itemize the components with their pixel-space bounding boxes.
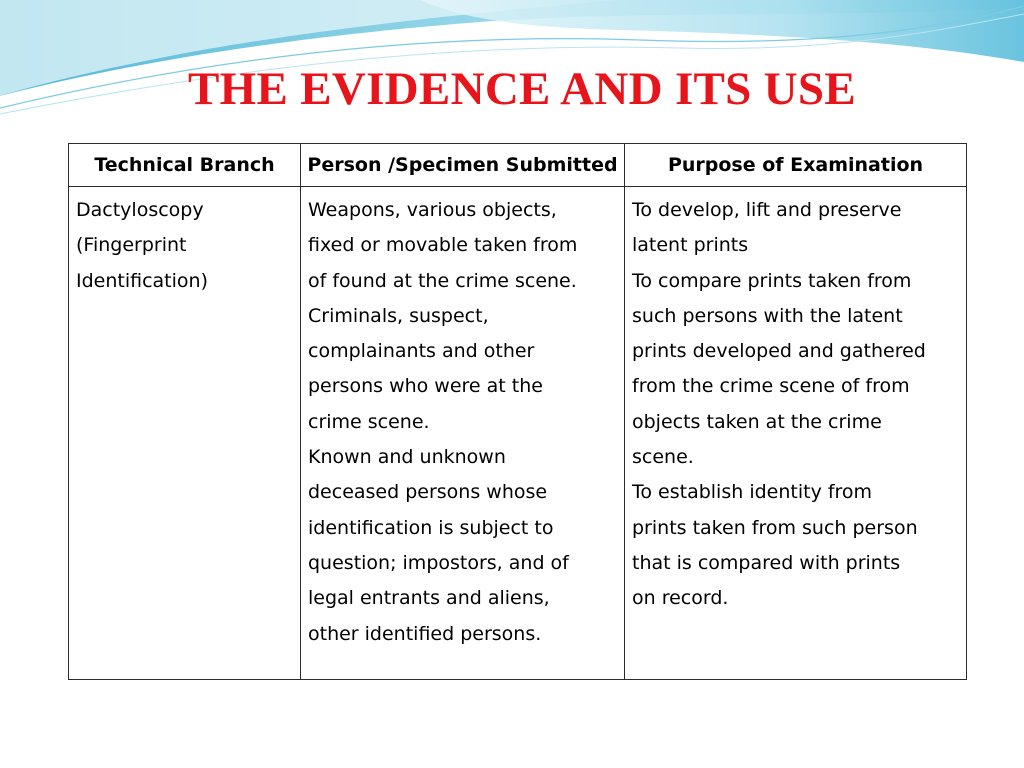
cell-purpose-of-examination — [625, 187, 967, 680]
cell-line: Weapons, various objects, — [308, 199, 557, 221]
cell-line: such persons with the latent — [632, 304, 903, 327]
cell-line: deceased persons whose — [308, 481, 548, 504]
cell-line: Dactyloscopy — [76, 199, 204, 221]
header-purpose-of-examination: Purpose of Examination — [625, 144, 967, 187]
cell-line: objects taken at the crime — [632, 410, 882, 433]
cell-line: To establish identity from — [632, 481, 873, 504]
cell-line: on record. — [632, 587, 729, 610]
cell-line: complainants and other — [308, 340, 535, 363]
cell-line: Known and unknown — [308, 446, 506, 469]
cell-line: prints taken from such person — [632, 516, 918, 539]
table-header-row — [69, 144, 967, 187]
cell-line: To compare prints taken from — [632, 269, 912, 292]
header-person-specimen-submitted: Person /Specimen Submitted — [301, 144, 625, 187]
cell-line: (Fingerprint — [76, 234, 187, 257]
cell-line: persons who were at the — [308, 375, 543, 398]
cell-line: fixed or movable taken from — [308, 234, 578, 257]
table-row — [69, 187, 967, 680]
cell-line: Criminals, suspect, — [308, 304, 489, 327]
cell-specimen-submitted — [301, 187, 625, 680]
cell-technical-branch — [69, 187, 301, 680]
cell-line: of found at the crime scene. — [308, 269, 577, 292]
cell-line: other identified persons. — [308, 622, 542, 645]
cell-line: from the crime scene of from — [632, 375, 910, 398]
cell-line: scene. — [632, 446, 694, 469]
cell-line: To develop, lift and preserve — [632, 199, 902, 221]
cell-line: identification is subject to — [308, 516, 554, 539]
cell-line: that is compared with prints — [632, 551, 901, 574]
cell-line: question; impostors, and of — [308, 551, 569, 574]
header-technical-branch: Technical Branch — [69, 144, 301, 187]
cell-line: crime scene. — [308, 410, 430, 433]
cell-line: Identification) — [76, 269, 208, 292]
slide-title: THE EVIDENCE AND ITS USE — [188, 63, 856, 115]
cell-line: prints developed and gathered — [632, 340, 926, 363]
evidence-table — [68, 143, 967, 680]
cell-line: legal entrants and aliens, — [308, 587, 550, 610]
cell-line: latent prints — [632, 234, 749, 257]
